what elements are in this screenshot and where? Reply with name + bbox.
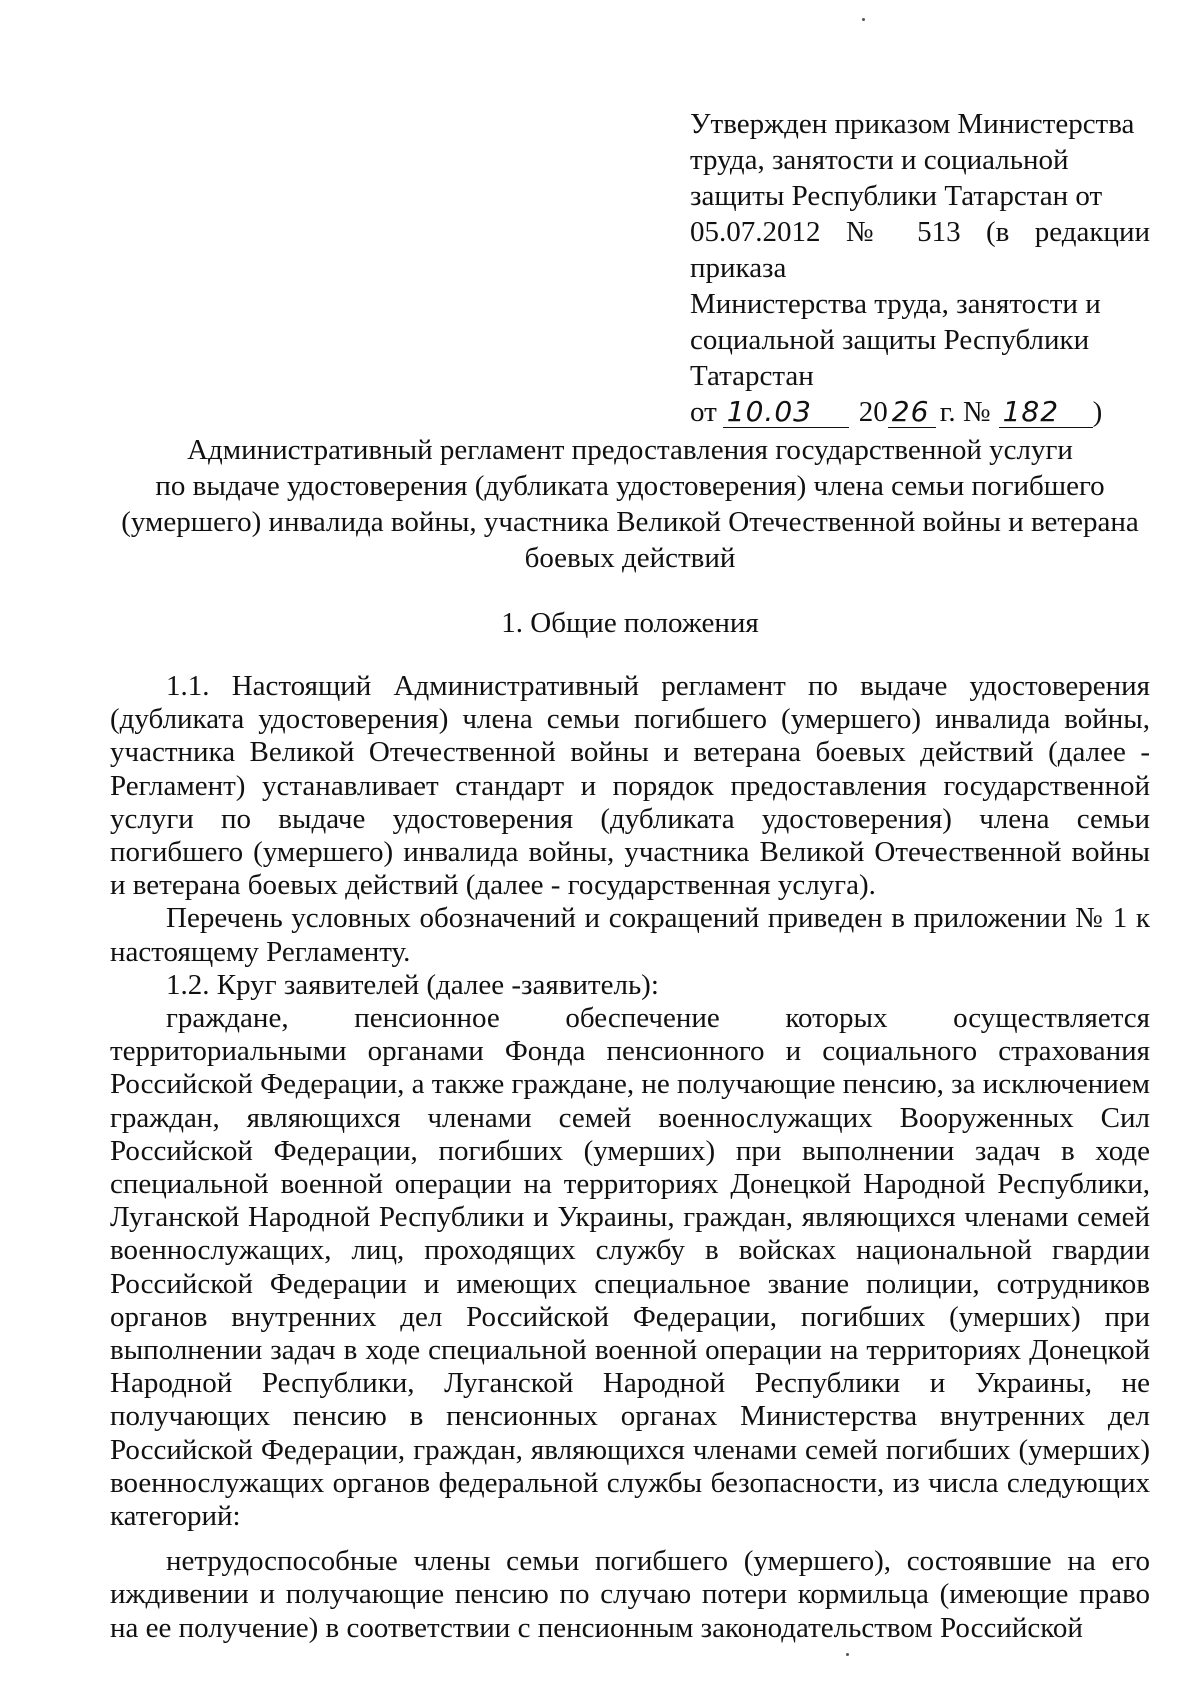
date-prefix: от: [690, 396, 717, 428]
approval-line: Утвержден приказом Министерства: [690, 108, 1135, 140]
approval-line: труда, занятости и социальной: [690, 144, 1069, 176]
section-heading: 1. Общие положения: [501, 607, 759, 639]
approval-line: Министерства труда, занятости и: [690, 288, 1101, 320]
approval-stamp-block: [690, 106, 1150, 430]
paragraph: 1.2. Круг заявителей (далее -заявитель):: [166, 968, 659, 1001]
number-prefix: г. №: [939, 396, 991, 428]
approval-line: Татарстан: [690, 360, 814, 392]
paragraph: граждане, пенсионное обеспечение которых осуществляется территориальными органами Фонда пенсионного и социального страхования Российской Федерации, а также граждане, не получающие пенсию, за исключением граждан, являющихся членами семей военнослужащих Вооруженных Сил Российской Федерации, погибших (умерших) при выполнении задач в ходе специальной военной операции на территориях Донецкой Народной Республики, Луганской Народной Республики и Украины, граждан, являющихся членами семей военнослужащих, лиц, проходящих службу в войсках национальной гвардии Российской Федерации и имеющих специальное звание полиции, сотрудников органов внутренних дел Российской Федерации, погибших (умерших) при выполнении задач в ходе специальной военной операции на территориях Донецкой Народной Республики, Луганской Народной Республики и Украины, не получающих пенсию в пенсионных органах Министерства внутренних дел Российской Федерации, граждан, являющихся членами семей погибших (умерших) военнослужащих органов федеральной службы безопасности, из числа следующих категорий:: [110, 1002, 1150, 1533]
scan-speck: [862, 18, 865, 21]
paragraph: нетрудоспособные члены семьи погибшего (умершего), состоявшие на его иждивении и получающие пенсию по случаю потери кормильца (имеющие право на ее получение) в соответствии с пенсионным законодательством Российской: [110, 1545, 1150, 1644]
document-title: [110, 432, 1150, 576]
handwritten-year: 26: [888, 397, 936, 428]
approval-date-line: [690, 394, 1150, 430]
year-prefix: 20: [858, 396, 888, 428]
title-line: боевых действий: [524, 542, 736, 574]
approval-line: защиты Республики Татарстан от: [690, 180, 1103, 212]
title-line: (умершего) инвалида войны, участника Великой Отечественной войны и ветерана: [121, 506, 1139, 538]
scan-speck: [846, 1653, 849, 1656]
paragraph: Перечень условных обозначений и сокращений приведен в приложении № 1 к настоящему Регламенту.: [110, 902, 1150, 968]
closing-parenthesis: ): [1092, 396, 1103, 428]
title-line: Административный регламент предоставления государственной услуги: [187, 434, 1073, 466]
title-line: по выдаче удостоверения (дубликата удостоверения) члена семьи погибшего: [155, 470, 1105, 502]
approval-line: 05.07.2012 № 513 (в редакции приказа: [690, 216, 1150, 284]
paragraph: 1.1. Настоящий Административный регламент по выдаче удостоверения (дубликата удостоверения) члена семьи погибшего (умершего) инвалида войны, участника Великой Отечественной войны и ветерана боевых действий (далее - Регламент) устанавливает стандарт и порядок предоставления государственной услуги по выдаче удостоверения (дубликата удостоверения) члена семьи погибшего (умершего) инвалида войны, участника Великой Отечественной войны и ветерана боевых действий (далее - государственная услуга).: [110, 670, 1150, 902]
document-body: [110, 670, 1150, 1645]
handwritten-number: 182: [999, 397, 1093, 428]
handwritten-date: 10.03: [723, 397, 849, 428]
approval-line: социальной защиты Республики: [690, 324, 1090, 356]
